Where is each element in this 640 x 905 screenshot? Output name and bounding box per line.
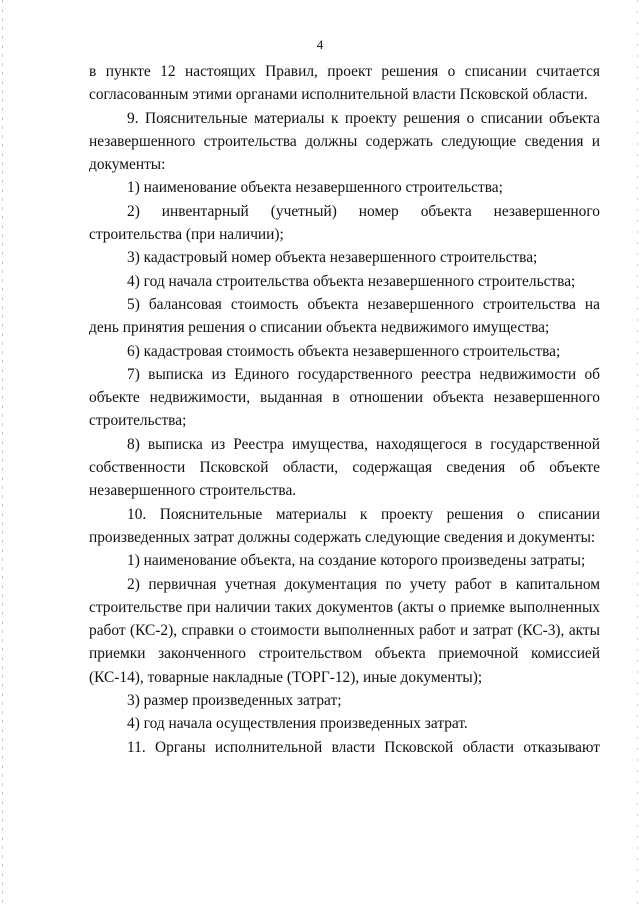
list-item-9-6: 6) кадастровая стоимость объекта незавершенного строительства; — [127, 342, 561, 360]
scan-edge-right — [637, 0, 638, 905]
list-item-10-2: 2) первичная учетная документация по учету работ в капитальном строительстве при наличии таких документов (акты о приемке выполненных работ (КС-2), справки о стоимости выполненных работ и затрат (КС-3), акты приемки законченного строительством объекта приемочной комиссией (КС-14), товарные накладные (ТОРГ-12), иные документы); — [89, 575, 600, 686]
paragraph-item-9: 9. Пояснительные материалы к проекту решения о списании объекта незавершенного строительства должны содержать следующие сведения и документы: — [89, 109, 600, 174]
list-item-9-4: 4) год начала строительства объекта незавершенного строительства; — [127, 272, 576, 290]
list-item-10-3: 3) размер произведенных затрат; — [127, 692, 342, 710]
paragraph-item-10: 10. Пояснительные материалы к проекту решения о списании произведенных затрат должны содержать следующие сведения и документы: — [89, 505, 600, 546]
list-item-9-1: 1) наименование объекта незавершенного строительства; — [127, 179, 503, 197]
list-item-10-4: 4) год начала осуществления произведенных затрат. — [127, 715, 468, 733]
paragraph-item-11: 11. Органы исполнительной власти Псковской области отказывают — [127, 738, 600, 756]
list-item-10-1: 1) наименование объекта, на создание которого произведены затраты; — [127, 552, 586, 570]
document-body — [89, 60, 600, 759]
list-item-9-7: 7) выписка из Единого государственного реестра недвижимости об объекте недвижимости, выданная в отношении объекта незавершенного строительства; — [89, 365, 600, 430]
list-item-9-5: 5) балансовая стоимость объекта незавершенного строительства на день принятия решения о списании объекта недвижимого имущества; — [89, 295, 600, 337]
scan-edge-left — [2, 0, 3, 905]
list-item-9-3: 3) кадастровый номер объекта незавершенного строительства; — [127, 249, 538, 267]
page-number: 4 — [316, 37, 324, 52]
list-item-9-8: 8) выписка из Реестра имущества, находящегося в государственной собственности Псковской области, содержащая сведения об объекте незавершенного строительства. — [89, 435, 600, 500]
paragraph-continuation: в пункте 12 настоящих Правил, проект решения о списании считается согласованным этими органами исполнительной власти Псковской области. — [89, 63, 600, 104]
list-item-9-2: 2) инвентарный (учетный) номер объекта незавершенного строительства (при наличии); — [89, 202, 600, 244]
